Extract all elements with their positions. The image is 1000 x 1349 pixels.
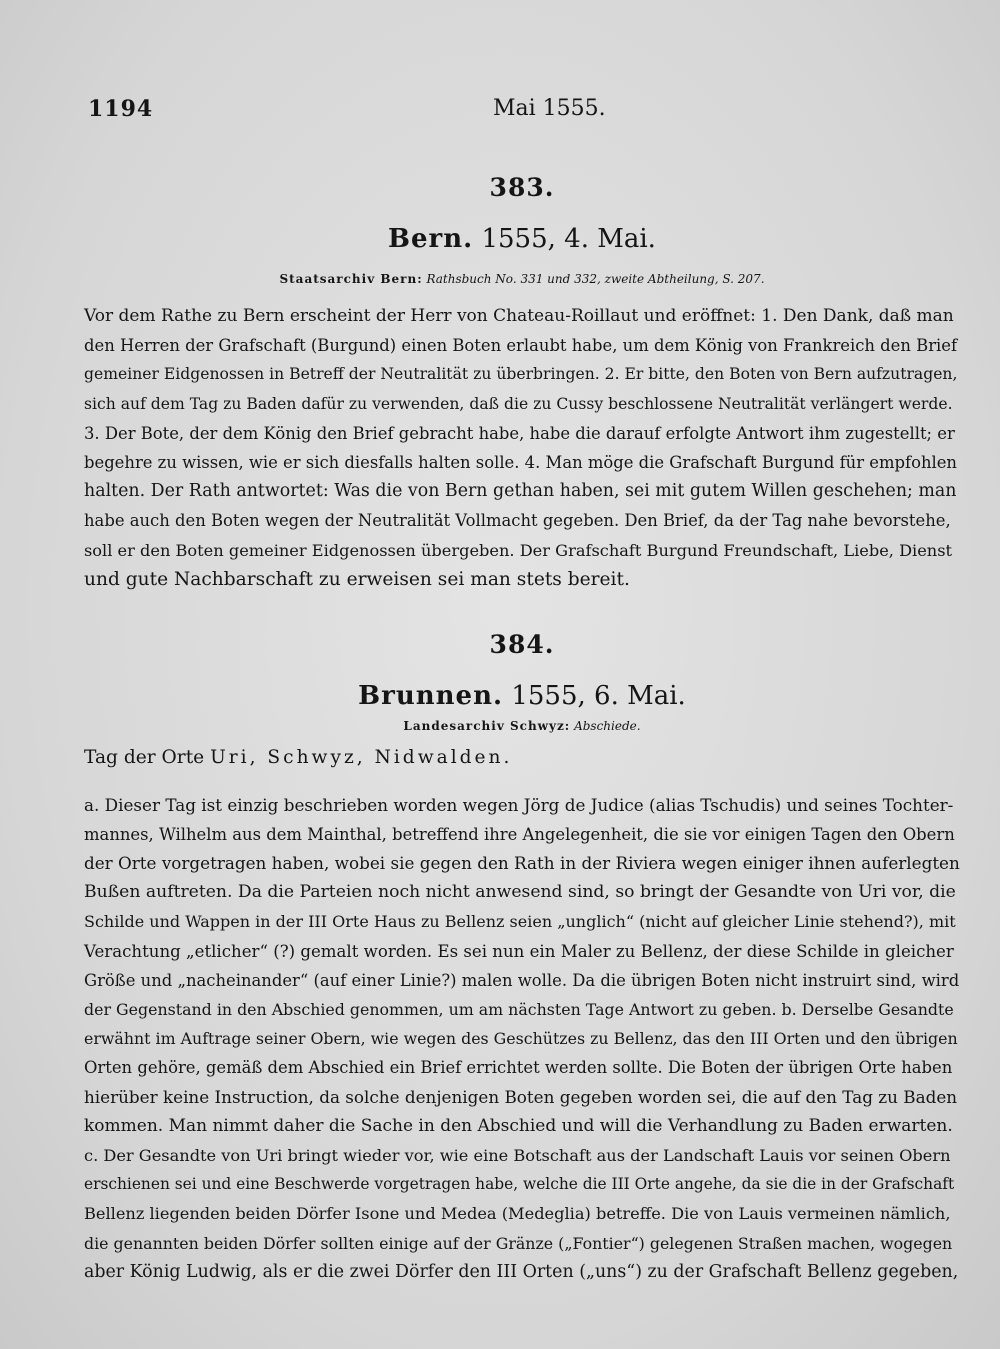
text-line: hierüber keine Instruction, da solche denjenigen Boten gegeben worden sei, die auf den Tag zu Baden (84, 1086, 958, 1107)
page-number: 1194 (88, 96, 154, 122)
text-line: Orten gehöre, gemäß dem Abschied ein Brief errichtet werden sollte. Die Boten der übrigen Orte haben (84, 1058, 953, 1078)
entry-heading (84, 681, 960, 711)
entry-number: 383. (489, 173, 555, 202)
text-line: gemeiner Eidgenossen in Betreff der Neutralität zu überbringen. 2. Er bitte, den Boten von Bern aufzutragen, (84, 365, 958, 384)
page-header (88, 96, 940, 126)
text-line: der Gegenstand in den Abschied genommen, um am nächsten Tage Antwort zu geben. b. Derselbe Gesandte (84, 1000, 954, 1020)
document-entry-383 (84, 173, 960, 594)
entry-place: Brunnen. (358, 681, 504, 712)
source-archive: Staatsarchiv Bern: (279, 272, 423, 286)
text-line: Bußen auftreten. Da die Parteien noch nicht anwesend sind, so bringt der Gesandte von Uri vor, die (84, 882, 956, 903)
running-head: Mai 1555. (493, 96, 606, 121)
text-line: 3. Der Bote, der dem König den Brief gebracht habe, habe die darauf erfolgte Antwort ihm zugestellt; er (84, 423, 955, 443)
text-line: Schilde und Wappen in der III Orte Haus zu Bellenz seien „unglich“ (nicht auf gleicher Linie stehend?), mit (84, 912, 956, 932)
entry-place: Bern. (388, 224, 474, 254)
text-line: soll er den Boten gemeiner Eidgenossen übergeben. Der Grafschaft Burgund Freundschaft, Liebe, Dienst (84, 540, 953, 560)
document-entry-384 (84, 630, 960, 1287)
text-line: halten. Der Rath antwortet: Was die von Bern gethan haben, sei mit gutem Willen geschehen; man (84, 481, 957, 502)
text-line: Größe und „nacheinander“ (auf einer Linie?) malen wolle. Da die übrigen Boten nicht instruirt sind, wird (84, 970, 960, 990)
text-line: kommen. Man nimmt daher die Sache in den Abschied und will die Verhandlung zu Baden erwarten. (84, 1115, 953, 1136)
source-reference: Rathsbuch No. 331 und 332, zweite Abtheilung, S. 207. (426, 272, 765, 286)
text-line: Vor dem Rathe zu Bern erscheint der Herr von Chateau-Roillaut und eröffnet: 1. Den Dank, daß man (84, 306, 954, 326)
entry-heading (84, 224, 960, 254)
text-line: a. Dieser Tag ist einzig beschrieben worden wegen Jörg de Judice (alias Tschudis) und seines Tochter- (84, 794, 954, 815)
entry-number: 384. (489, 630, 555, 660)
text-line: den Herren der Grafschaft (Burgund) einen Boten erlaubt habe, um dem König von Frankreich den Brief (84, 336, 958, 356)
intro-places: Uri, Schwyz, Nidwalden. (210, 747, 513, 769)
text-line: begehre zu wissen, wie er sich diesfalls halten solle. 4. Man möge die Grafschaft Burgund für empfohlen (84, 453, 957, 473)
text-line: Verachtung „etlicher“ (?) gemalt worden. Es sei nun ein Maler zu Bellenz, der diese Schilde in gleicher (84, 941, 954, 961)
text-line: habe auch den Boten wegen der Neutralität Vollmacht gegeben. Den Brief, da der Tag nahe bevorstehe, (84, 511, 951, 531)
text-line: aber König Ludwig, als er die zwei Dörfer den III Orten („uns“) zu der Grafschaft Bellenz gegeben, (84, 1261, 959, 1282)
entry-body (84, 791, 960, 1287)
entry-date: 1555, 4. Mai. (481, 224, 656, 254)
text-line: erschienen sei und eine Beschwerde vorgetragen habe, welche die III Orte angehe, da sie die in der Grafschaft (84, 1175, 955, 1194)
source-reference: Abschiede. (574, 719, 641, 734)
text-line: Bellenz liegenden beiden Dörfer Isone und Medea (Medeglia) betreffe. Die von Lauis vermeinen nämlich, (84, 1204, 951, 1224)
entry-intro (84, 743, 960, 772)
text-line: der Orte vorgetragen haben, wobei sie gegen den Rath in der Riviera wegen einiger ihnen auferlegten (84, 853, 960, 874)
text-line: erwähnt im Auftrage seiner Obern, wie wegen des Geschützes zu Bellenz, das den III Orten und den übrigen (84, 1029, 958, 1049)
text-line: und gute Nachbarschaft zu erweisen sei man stets bereit. (84, 568, 630, 590)
text-line: sich auf dem Tag zu Baden dafür zu verwenden, daß die zu Cussy beschlossene Neutralität verlängert werde. (84, 394, 953, 413)
page-content (84, 168, 960, 1287)
intro-prefix: Tag der Orte (84, 747, 205, 769)
entry-source (84, 719, 960, 733)
entry-source (84, 272, 960, 286)
source-archive: Landesarchiv Schwyz: (403, 719, 571, 734)
text-line: mannes, Wilhelm aus dem Mainthal, betreffend ihre Angelegenheit, die sie vor einigen Tagen den Obern (84, 824, 955, 844)
entry-body (84, 302, 960, 594)
text-line: c. Der Gesandte von Uri bringt wieder vor, wie eine Botschaft aus der Landschaft Lauis vor seinen Obern (84, 1146, 951, 1166)
text-line: die genannten beiden Dörfer sollten einige auf der Gränze („Fontier“) gelegenen Straßen machen, wogegen (84, 1233, 953, 1253)
entry-date: 1555, 6. Mai. (511, 681, 686, 712)
